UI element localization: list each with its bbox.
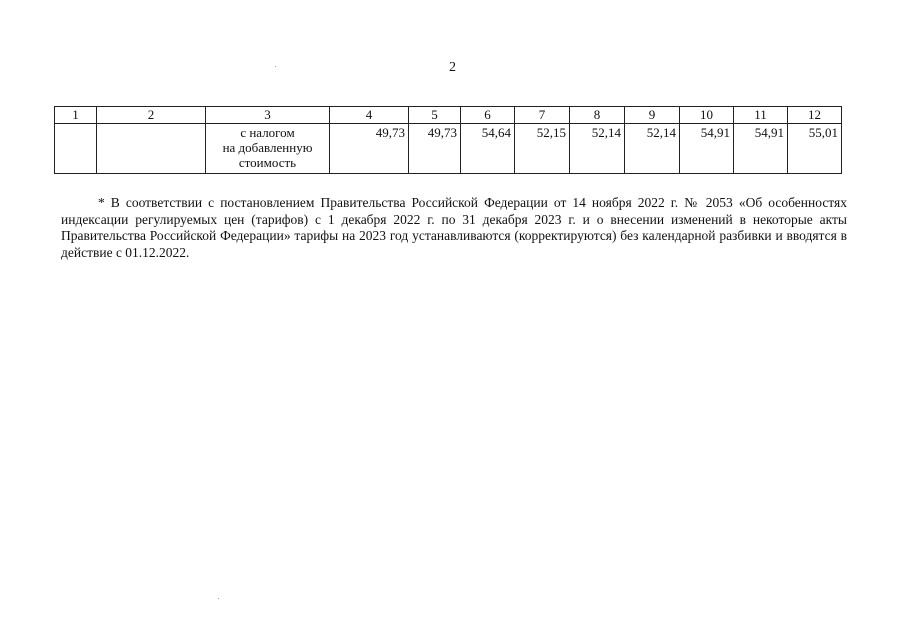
empty-cell: [97, 124, 206, 174]
page-number: 2: [449, 60, 456, 75]
header-cell: 1: [55, 107, 97, 124]
header-cell: 8: [570, 107, 625, 124]
header-cell: 9: [625, 107, 680, 124]
header-cell: 5: [409, 107, 461, 124]
tariff-table: [54, 106, 842, 174]
tariff-value-cell: 55,01: [788, 124, 842, 174]
empty-cell: [55, 124, 97, 174]
tariff-value-cell: 52,14: [570, 124, 625, 174]
tariff-value-cell: 54,91: [680, 124, 734, 174]
header-cell: 11: [734, 107, 788, 124]
tariff-value-cell: 52,15: [515, 124, 570, 174]
tax-label-cell: [206, 124, 330, 174]
tax-label-line: стоимость: [238, 155, 297, 170]
header-cell: 7: [515, 107, 570, 124]
header-cell: 3: [206, 107, 330, 124]
header-cell: 12: [788, 107, 842, 124]
header-cell: 10: [680, 107, 734, 124]
footnote-text: * В соответствии с постановлением Правительства Российской Федерации от 14 ноября 2022 г. № 2053 «Об особенностях индексации регулируемых цен (тарифов) с 1 декабря 2022 г. по 31 декабря 2023 г. и о внесении изменений в некоторые акты Правительства Российской Федерации» тарифы на 2023 год устанавливаются (корректируются) без календарной разбивки и вводятся в действие с 01.12.2022.: [61, 195, 847, 260]
tax-label-line: с налогом: [240, 125, 295, 140]
tax-label-line: на добавленную: [222, 140, 313, 155]
header-cell: 4: [330, 107, 409, 124]
tariff-value-cell: 49,73: [409, 124, 461, 174]
table-header-row: [55, 107, 842, 124]
header-cell: 2: [97, 107, 206, 124]
table-row: [55, 124, 842, 174]
tariff-value-cell: 54,64: [461, 124, 515, 174]
tariff-value-cell: 54,91: [734, 124, 788, 174]
scan-artifact: [218, 598, 219, 599]
tariff-value-cell: 52,14: [625, 124, 680, 174]
tariff-value-cell: 49,73: [330, 124, 409, 174]
footnote: [61, 195, 847, 261]
scan-artifact: [275, 66, 276, 67]
header-cell: 6: [461, 107, 515, 124]
